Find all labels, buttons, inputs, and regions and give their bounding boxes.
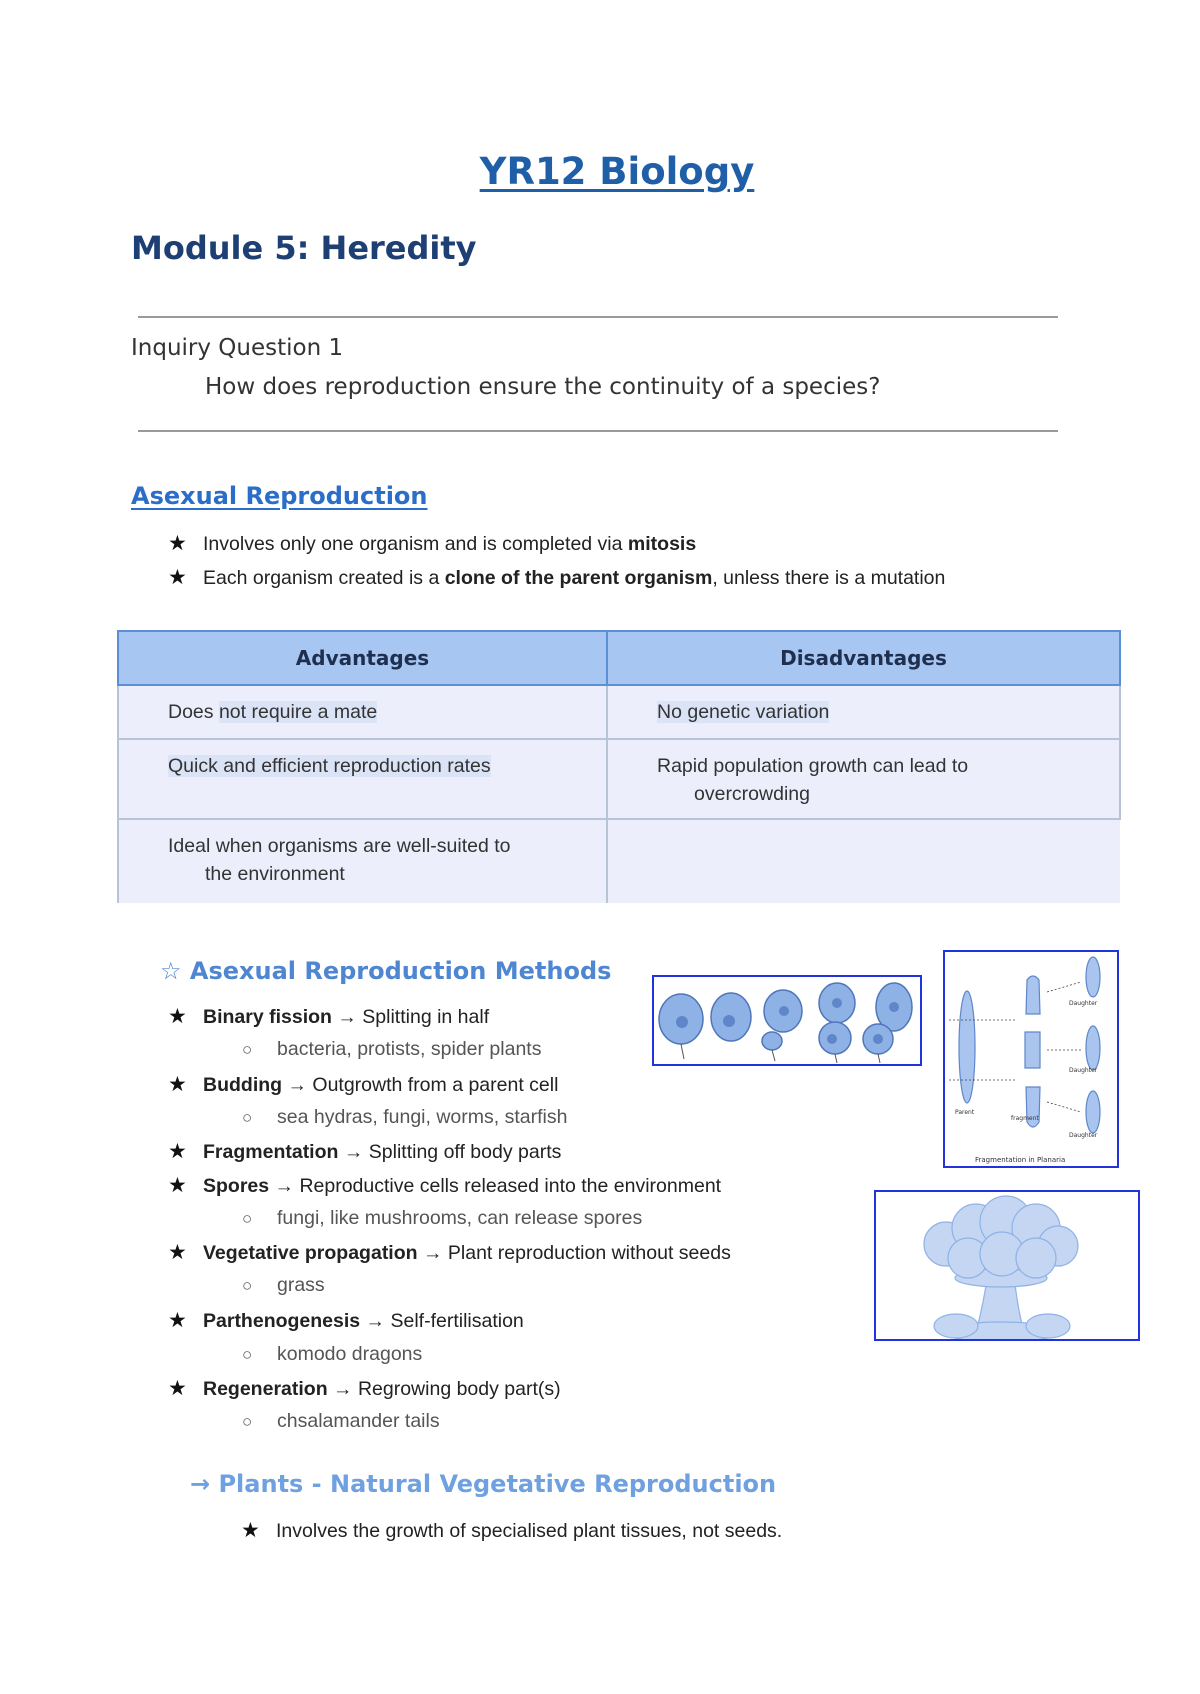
document-title: YR12 Biology <box>479 150 755 193</box>
table-cell: Ideal when organisms are well-suited to the environment <box>118 819 607 903</box>
table-header-disadvantages: Disadvantages <box>607 631 1120 685</box>
table-row <box>118 685 1120 739</box>
method-example: ○ sea hydras, fungi, worms, starfish <box>242 1106 568 1128</box>
method-item: ★ Budding → Outgrowth from a parent cell <box>168 1073 559 1096</box>
method-item: ★ Vegetative propagation → Plant reproduction without seeds <box>168 1241 731 1264</box>
plants-heading: → Plants - Natural Vegetative Reproduction <box>190 1470 777 1498</box>
table-cell: No genetic variation <box>607 685 1120 739</box>
table-cell: Does not require a mate <box>118 685 607 739</box>
planaria-illustration <box>945 952 1117 1166</box>
table-row <box>118 819 1120 903</box>
star-bullet-icon: ★ <box>168 532 187 555</box>
module-title: Module 5: Heredity <box>131 229 477 267</box>
label-parent: Parent <box>955 1109 975 1116</box>
star-bullet-icon: ★ <box>168 566 187 589</box>
method-example: ○ komodo dragons <box>242 1343 423 1365</box>
table-row <box>118 739 1120 819</box>
method-item: ★ Binary fission → Splitting in half <box>168 1005 490 1028</box>
asexual-bullet-1: ★ Involves only one organism and is completed via mitosis <box>168 532 697 555</box>
table-cell <box>607 819 1120 903</box>
spores-cloud-figure <box>874 1190 1140 1341</box>
method-example: ○ chsalamander tails <box>242 1410 440 1432</box>
budding-figure <box>652 975 922 1066</box>
label-daughter-2: Daughter <box>1069 1067 1098 1074</box>
asexual-heading: Asexual Reproduction <box>131 482 428 510</box>
table-header-advantages: Advantages <box>118 631 607 685</box>
inquiry-question: How does reproduction ensure the continuity of a species? <box>205 374 881 400</box>
method-example: ○ grass <box>242 1274 325 1296</box>
table-cell: Quick and efficient reproduction rates <box>118 739 607 819</box>
method-item: ★ Fragmentation → Splitting off body parts <box>168 1140 562 1163</box>
inquiry-label: Inquiry Question 1 <box>131 335 344 361</box>
table-cell: Rapid population growth can lead to overcrowding <box>607 739 1120 819</box>
asexual-bullet-2: ★ Each organism created is a clone of the parent organism, unless there is a mutation <box>168 566 946 589</box>
advantages-table <box>117 630 1121 903</box>
label-daughter-3: Daughter <box>1069 1132 1098 1139</box>
plants-bullet: ★ Involves the growth of specialised plant tissues, not seeds. <box>241 1519 783 1542</box>
method-example: ○ fungi, like mushrooms, can release spores <box>242 1207 643 1229</box>
methods-heading: ☆ Asexual Reproduction Methods <box>160 957 612 985</box>
method-item: ★ Regeneration → Regrowing body part(s) <box>168 1377 561 1400</box>
figure-caption: Fragmentation in Planaria <box>975 1156 1066 1164</box>
budding-cells-illustration <box>654 977 920 1064</box>
divider-top <box>138 316 1058 318</box>
method-item: ★ Parthenogenesis → Self-fertilisation <box>168 1309 524 1332</box>
label-fragment: fragment <box>1011 1115 1039 1122</box>
cloud-illustration <box>876 1192 1138 1339</box>
divider-bottom <box>138 430 1058 432</box>
fragmentation-figure <box>943 950 1119 1168</box>
method-item: ★ Spores → Reproductive cells released into the environment <box>168 1174 722 1197</box>
label-daughter-1: Daughter <box>1069 1000 1098 1007</box>
method-example: ○ bacteria, protists, spider plants <box>242 1038 542 1060</box>
